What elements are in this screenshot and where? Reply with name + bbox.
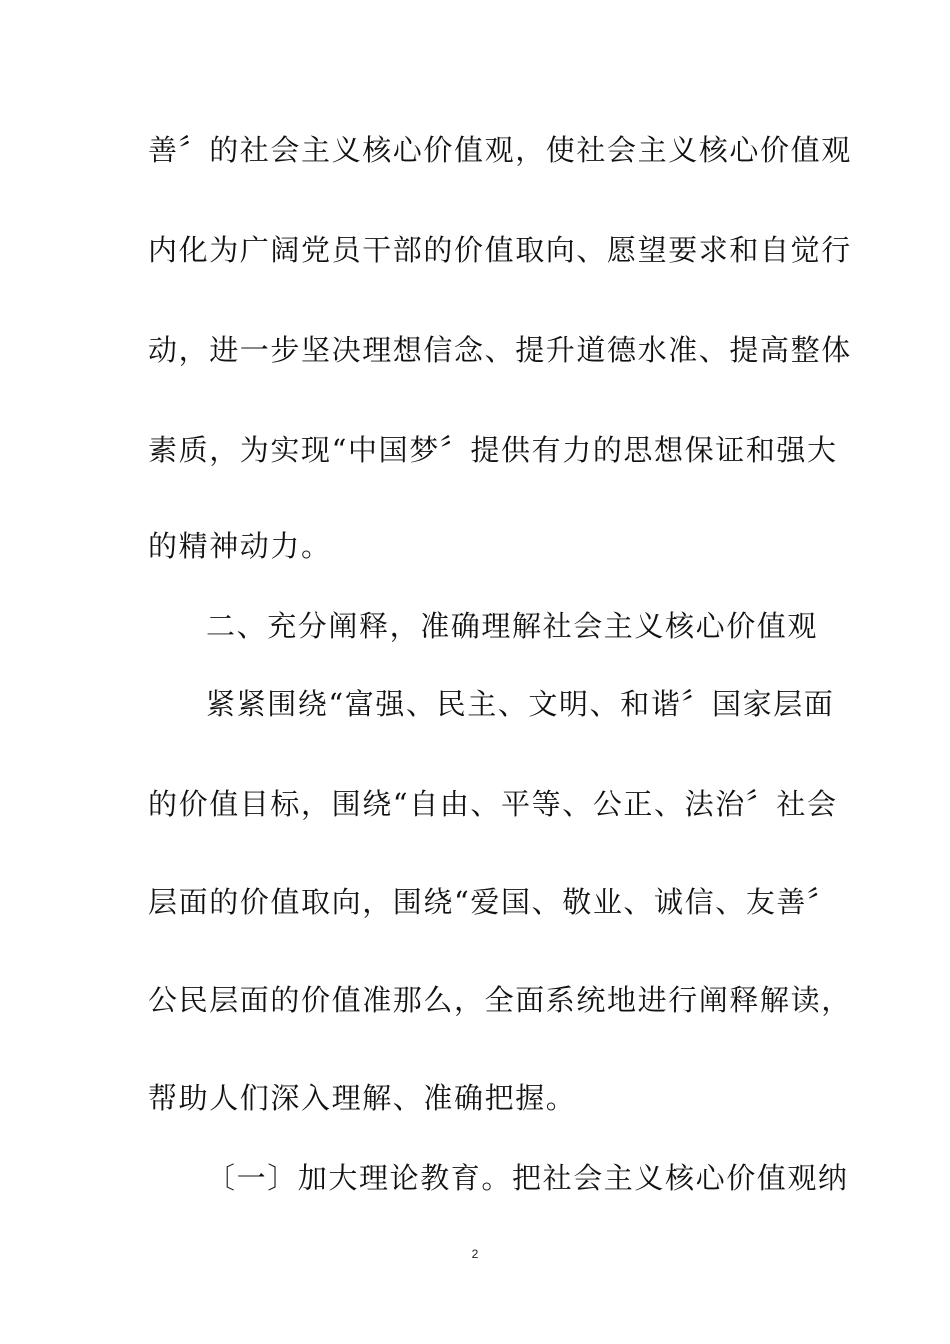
body-text-line: 的价值目标，围绕“自由、平等、公正、法治〞社会	[148, 787, 838, 821]
body-text-line: 的精神动力。	[148, 529, 332, 563]
body-text-line: 紧紧围绕“富强、民主、文明、和谐〞国家层面	[206, 687, 835, 721]
body-text-line: 帮助人们深入理解、准确把握。	[148, 1081, 577, 1115]
body-text-line: 层面的价值取向，围绕“爱国、敬业、诚信、友善〞	[148, 885, 838, 919]
body-text-line: 善〞的社会主义核心价值观，使社会主义核心价值观	[148, 133, 852, 167]
subsection-heading: 〔一〕加大理论教育。把社会主义核心价值观纳	[206, 1161, 849, 1195]
body-text-line: 公民层面的价值准那么，全面系统地进行阐释解读，	[148, 983, 852, 1017]
body-text-line: 动，进一步坚决理想信念、提升道德水准、提高整体	[148, 333, 852, 367]
body-text-line: 素质，为实现“中国梦〞提供有力的思想保证和强大	[148, 433, 838, 467]
section-heading: 二、充分阐释，准确理解社会主义核心价值观	[206, 609, 819, 643]
page-number: 2	[471, 1247, 479, 1261]
body-text-line: 内化为广阔党员干部的价值取向、愿望要求和自觉行	[148, 233, 852, 267]
